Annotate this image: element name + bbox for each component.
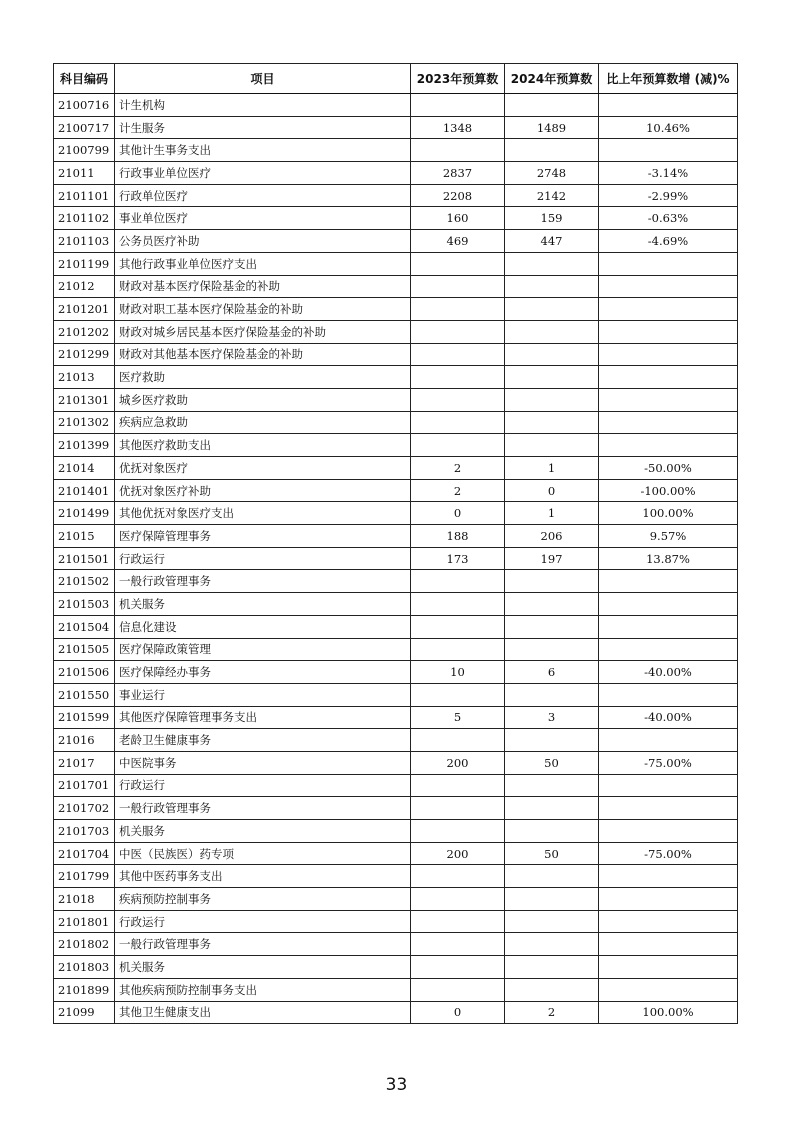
cell-change	[599, 593, 738, 616]
cell-budget-2024	[505, 933, 599, 956]
table-row	[54, 366, 738, 389]
cell-budget-2024: 6	[505, 661, 599, 684]
table-row	[54, 570, 738, 593]
header-budget-2023: 2023年预算数	[411, 64, 505, 94]
cell-change: -0.63%	[599, 207, 738, 230]
cell-budget-2024: 197	[505, 547, 599, 570]
cell-budget-2024: 159	[505, 207, 599, 230]
cell-name: 事业单位医疗	[115, 207, 411, 230]
cell-change	[599, 411, 738, 434]
cell-budget-2023: 469	[411, 230, 505, 253]
cell-name: 优抚对象医疗补助	[115, 479, 411, 502]
cell-name: 计生机构	[115, 94, 411, 117]
table-row	[54, 956, 738, 979]
table-row	[54, 502, 738, 525]
cell-change: -2.99%	[599, 184, 738, 207]
cell-change	[599, 865, 738, 888]
table-row	[54, 116, 738, 139]
cell-budget-2024: 2142	[505, 184, 599, 207]
table-row	[54, 298, 738, 321]
cell-budget-2024: 206	[505, 525, 599, 548]
table-row	[54, 751, 738, 774]
cell-budget-2023: 2208	[411, 184, 505, 207]
cell-change: 9.57%	[599, 525, 738, 548]
cell-name: 其他疾病预防控制事务支出	[115, 978, 411, 1001]
cell-code: 2101803	[54, 956, 115, 979]
cell-budget-2023	[411, 593, 505, 616]
cell-budget-2023	[411, 615, 505, 638]
table-row	[54, 207, 738, 230]
table-row	[54, 978, 738, 1001]
cell-change	[599, 570, 738, 593]
cell-name: 其他计生事务支出	[115, 139, 411, 162]
cell-name: 医疗保障政策管理	[115, 638, 411, 661]
cell-code: 21014	[54, 457, 115, 480]
table-row	[54, 547, 738, 570]
cell-change: 13.87%	[599, 547, 738, 570]
cell-name: 财政对基本医疗保险基金的补助	[115, 275, 411, 298]
cell-budget-2023	[411, 343, 505, 366]
cell-change	[599, 638, 738, 661]
cell-budget-2024: 3	[505, 706, 599, 729]
page-number: 33	[385, 1075, 408, 1095]
cell-name: 财政对其他基本医疗保险基金的补助	[115, 343, 411, 366]
cell-name: 其他医疗保障管理事务支出	[115, 706, 411, 729]
cell-code: 2100717	[54, 116, 115, 139]
cell-code: 2101302	[54, 411, 115, 434]
header-row	[54, 64, 738, 94]
cell-change	[599, 729, 738, 752]
cell-budget-2023: 2	[411, 479, 505, 502]
cell-budget-2024: 1489	[505, 116, 599, 139]
cell-budget-2023	[411, 94, 505, 117]
cell-change	[599, 797, 738, 820]
cell-budget-2023: 200	[411, 751, 505, 774]
cell-code: 2101799	[54, 865, 115, 888]
cell-budget-2024	[505, 615, 599, 638]
cell-change	[599, 275, 738, 298]
table-row	[54, 729, 738, 752]
cell-budget-2023	[411, 729, 505, 752]
cell-change	[599, 978, 738, 1001]
cell-code: 2101503	[54, 593, 115, 616]
cell-budget-2023	[411, 933, 505, 956]
cell-change: 100.00%	[599, 1001, 738, 1024]
table-row	[54, 615, 738, 638]
cell-change: 10.46%	[599, 116, 738, 139]
cell-name: 一般行政管理事务	[115, 797, 411, 820]
cell-code: 2101704	[54, 842, 115, 865]
cell-budget-2024	[505, 411, 599, 434]
cell-budget-2023	[411, 388, 505, 411]
cell-code: 2101502	[54, 570, 115, 593]
cell-code: 2101101	[54, 184, 115, 207]
table-row	[54, 388, 738, 411]
cell-code: 2101401	[54, 479, 115, 502]
cell-budget-2024	[505, 366, 599, 389]
cell-change	[599, 139, 738, 162]
cell-budget-2024	[505, 388, 599, 411]
cell-budget-2023	[411, 411, 505, 434]
table-row	[54, 252, 738, 275]
table-row	[54, 593, 738, 616]
cell-code: 2101299	[54, 343, 115, 366]
table-row	[54, 842, 738, 865]
cell-budget-2024	[505, 593, 599, 616]
cell-budget-2023	[411, 366, 505, 389]
cell-name: 一般行政管理事务	[115, 570, 411, 593]
cell-budget-2024	[505, 275, 599, 298]
header-code: 科目编码	[54, 64, 115, 94]
cell-code: 2101599	[54, 706, 115, 729]
cell-code: 2101703	[54, 820, 115, 843]
cell-budget-2023	[411, 139, 505, 162]
table-row	[54, 797, 738, 820]
cell-change	[599, 956, 738, 979]
cell-budget-2023	[411, 888, 505, 911]
table-row	[54, 661, 738, 684]
table-row	[54, 411, 738, 434]
cell-change	[599, 774, 738, 797]
cell-budget-2024: 1	[505, 457, 599, 480]
cell-budget-2023: 200	[411, 842, 505, 865]
cell-code: 2101102	[54, 207, 115, 230]
cell-budget-2023	[411, 570, 505, 593]
cell-change	[599, 910, 738, 933]
table-row	[54, 525, 738, 548]
table-header	[54, 64, 738, 94]
table-row	[54, 888, 738, 911]
cell-change: -40.00%	[599, 661, 738, 684]
table-row	[54, 479, 738, 502]
cell-code: 2101506	[54, 661, 115, 684]
cell-code: 2101301	[54, 388, 115, 411]
cell-code: 2101701	[54, 774, 115, 797]
cell-code: 21017	[54, 751, 115, 774]
cell-budget-2023	[411, 956, 505, 979]
cell-code: 2101499	[54, 502, 115, 525]
table-row	[54, 774, 738, 797]
budget-table	[53, 63, 738, 1024]
cell-name: 行政运行	[115, 547, 411, 570]
table-row	[54, 1001, 738, 1024]
cell-budget-2024	[505, 865, 599, 888]
header-change: 比上年预算数增 (减)%	[599, 64, 738, 94]
cell-budget-2024: 2748	[505, 162, 599, 185]
cell-code: 2101201	[54, 298, 115, 321]
cell-budget-2023	[411, 797, 505, 820]
cell-name: 优抚对象医疗	[115, 457, 411, 480]
cell-code: 21012	[54, 275, 115, 298]
cell-budget-2024	[505, 956, 599, 979]
cell-name: 医疗救助	[115, 366, 411, 389]
cell-name: 行政运行	[115, 774, 411, 797]
cell-budget-2023	[411, 820, 505, 843]
cell-name: 城乡医疗救助	[115, 388, 411, 411]
cell-budget-2023	[411, 298, 505, 321]
cell-budget-2023	[411, 252, 505, 275]
cell-change: -50.00%	[599, 457, 738, 480]
cell-name: 其他卫生健康支出	[115, 1001, 411, 1024]
cell-change	[599, 434, 738, 457]
cell-budget-2024	[505, 343, 599, 366]
cell-budget-2023	[411, 638, 505, 661]
cell-budget-2023: 0	[411, 502, 505, 525]
cell-budget-2023	[411, 320, 505, 343]
table-row	[54, 865, 738, 888]
cell-code: 21011	[54, 162, 115, 185]
cell-budget-2023: 0	[411, 1001, 505, 1024]
cell-code: 2101103	[54, 230, 115, 253]
cell-name: 财政对职工基本医疗保险基金的补助	[115, 298, 411, 321]
cell-budget-2024	[505, 910, 599, 933]
cell-code: 21013	[54, 366, 115, 389]
cell-name: 中医院事务	[115, 751, 411, 774]
cell-change: -3.14%	[599, 162, 738, 185]
cell-code: 2100799	[54, 139, 115, 162]
cell-code: 2101550	[54, 683, 115, 706]
cell-name: 其他医疗救助支出	[115, 434, 411, 457]
cell-name: 行政单位医疗	[115, 184, 411, 207]
cell-budget-2024	[505, 978, 599, 1001]
cell-code: 2101899	[54, 978, 115, 1001]
cell-code: 21018	[54, 888, 115, 911]
cell-name: 财政对城乡居民基本医疗保险基金的补助	[115, 320, 411, 343]
cell-name: 计生服务	[115, 116, 411, 139]
cell-budget-2024	[505, 729, 599, 752]
header-budget-2024: 2024年预算数	[505, 64, 599, 94]
table-row	[54, 162, 738, 185]
table-row	[54, 275, 738, 298]
cell-name: 信息化建设	[115, 615, 411, 638]
cell-budget-2024: 50	[505, 842, 599, 865]
cell-budget-2023: 5	[411, 706, 505, 729]
cell-change	[599, 320, 738, 343]
table-row	[54, 230, 738, 253]
cell-budget-2024: 1	[505, 502, 599, 525]
cell-budget-2023	[411, 910, 505, 933]
table-row	[54, 910, 738, 933]
cell-name: 机关服务	[115, 956, 411, 979]
cell-budget-2023: 1348	[411, 116, 505, 139]
cell-budget-2024: 50	[505, 751, 599, 774]
cell-name: 其他中医药事务支出	[115, 865, 411, 888]
table-row	[54, 683, 738, 706]
cell-budget-2023	[411, 275, 505, 298]
cell-budget-2024	[505, 888, 599, 911]
cell-budget-2024	[505, 139, 599, 162]
table-row	[54, 434, 738, 457]
cell-code: 2101202	[54, 320, 115, 343]
cell-budget-2024	[505, 570, 599, 593]
cell-code: 2101802	[54, 933, 115, 956]
cell-budget-2023	[411, 434, 505, 457]
cell-name: 疾病应急救助	[115, 411, 411, 434]
table-row	[54, 933, 738, 956]
table-row	[54, 638, 738, 661]
cell-name: 中医（民族医）药专项	[115, 842, 411, 865]
header-name: 项目	[115, 64, 411, 94]
cell-name: 机关服务	[115, 593, 411, 616]
cell-change: -40.00%	[599, 706, 738, 729]
cell-change: -75.00%	[599, 842, 738, 865]
cell-change: 100.00%	[599, 502, 738, 525]
cell-code: 21015	[54, 525, 115, 548]
cell-budget-2023: 10	[411, 661, 505, 684]
table-row	[54, 94, 738, 117]
cell-budget-2023: 2	[411, 457, 505, 480]
cell-change	[599, 252, 738, 275]
cell-code: 21099	[54, 1001, 115, 1024]
cell-name: 事业运行	[115, 683, 411, 706]
cell-budget-2024: 0	[505, 479, 599, 502]
cell-name: 其他优抚对象医疗支出	[115, 502, 411, 525]
cell-name: 公务员医疗补助	[115, 230, 411, 253]
cell-budget-2023	[411, 774, 505, 797]
cell-name: 疾病预防控制事务	[115, 888, 411, 911]
cell-name: 老龄卫生健康事务	[115, 729, 411, 752]
cell-name: 一般行政管理事务	[115, 933, 411, 956]
cell-change	[599, 366, 738, 389]
cell-budget-2024	[505, 298, 599, 321]
cell-name: 行政运行	[115, 910, 411, 933]
cell-change: -100.00%	[599, 479, 738, 502]
cell-code: 2101801	[54, 910, 115, 933]
table-row	[54, 184, 738, 207]
cell-budget-2023	[411, 978, 505, 1001]
cell-budget-2023	[411, 865, 505, 888]
cell-code: 2101501	[54, 547, 115, 570]
cell-budget-2023: 173	[411, 547, 505, 570]
cell-code: 2100716	[54, 94, 115, 117]
cell-code: 2101504	[54, 615, 115, 638]
cell-change	[599, 888, 738, 911]
table-body	[54, 94, 738, 1024]
cell-name: 医疗保障经办事务	[115, 661, 411, 684]
cell-code: 2101505	[54, 638, 115, 661]
table-row	[54, 706, 738, 729]
table-row	[54, 320, 738, 343]
cell-budget-2024	[505, 638, 599, 661]
cell-budget-2024	[505, 434, 599, 457]
cell-budget-2024: 2	[505, 1001, 599, 1024]
cell-change: -75.00%	[599, 751, 738, 774]
cell-change	[599, 94, 738, 117]
table-row	[54, 343, 738, 366]
cell-change	[599, 933, 738, 956]
cell-change	[599, 615, 738, 638]
cell-name: 医疗保障管理事务	[115, 525, 411, 548]
cell-change	[599, 298, 738, 321]
cell-budget-2023: 160	[411, 207, 505, 230]
cell-code: 21016	[54, 729, 115, 752]
cell-code: 2101199	[54, 252, 115, 275]
cell-code: 2101702	[54, 797, 115, 820]
table-row	[54, 457, 738, 480]
cell-budget-2024: 447	[505, 230, 599, 253]
cell-budget-2024	[505, 252, 599, 275]
cell-change	[599, 820, 738, 843]
cell-change	[599, 683, 738, 706]
cell-budget-2024	[505, 320, 599, 343]
cell-name: 行政事业单位医疗	[115, 162, 411, 185]
cell-budget-2023: 188	[411, 525, 505, 548]
cell-budget-2024	[505, 774, 599, 797]
cell-name: 其他行政事业单位医疗支出	[115, 252, 411, 275]
cell-budget-2023: 2837	[411, 162, 505, 185]
cell-name: 机关服务	[115, 820, 411, 843]
cell-budget-2024	[505, 94, 599, 117]
cell-budget-2023	[411, 683, 505, 706]
table-row	[54, 820, 738, 843]
table-row	[54, 139, 738, 162]
cell-budget-2024	[505, 683, 599, 706]
cell-change	[599, 343, 738, 366]
cell-code: 2101399	[54, 434, 115, 457]
cell-budget-2024	[505, 797, 599, 820]
cell-change	[599, 388, 738, 411]
cell-budget-2024	[505, 820, 599, 843]
cell-change: -4.69%	[599, 230, 738, 253]
